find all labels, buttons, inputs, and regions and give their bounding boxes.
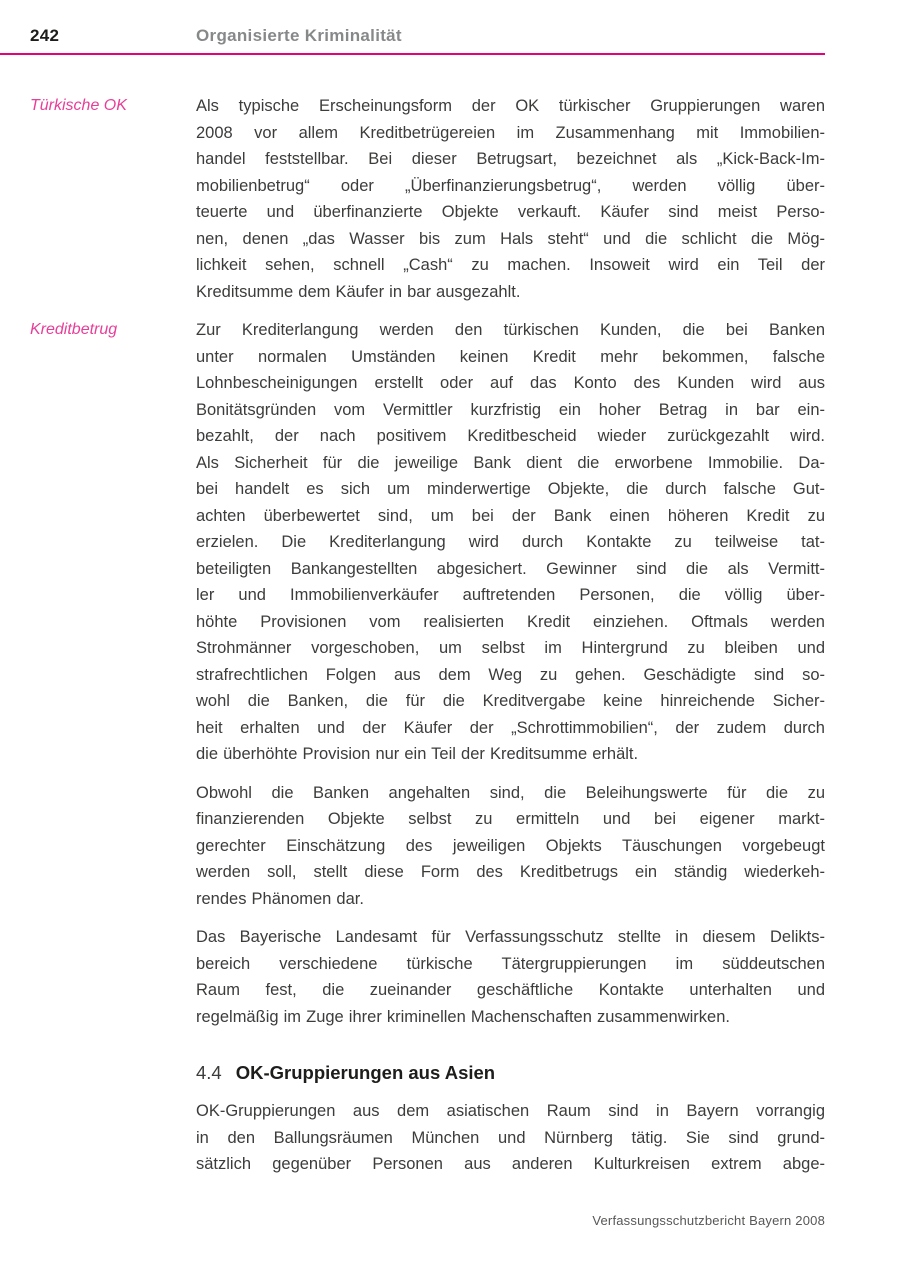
- paragraph-line: ler und Immobilienverkäufer auftretenden Personen, die völlig über-: [196, 586, 825, 604]
- paragraph-line: 2008 vor allem Kreditbetrügereien im Zusammenhang mit Immobilien-: [196, 123, 825, 142]
- margin-label: Türkische OK: [30, 97, 127, 114]
- paragraph-line: OK-Gruppierungen aus dem asiatischen Raum sind in Bayern vorrangig: [196, 1102, 825, 1120]
- paragraph: [196, 1098, 825, 1178]
- paragraph-line: höhte Provisionen vom realisierten Kredit einziehen. Oftmals werden: [196, 612, 825, 631]
- section-heading: [196, 1060, 825, 1086]
- paragraph-line: in den Ballungsräumen München und Nürnberg tätig. Sie sind grund-: [196, 1128, 825, 1147]
- page-footer: [0, 1213, 825, 1228]
- paragraph-line: lichkeit sehen, schnell „Cash“ zu machen. Insoweit wird ein Teil der: [196, 256, 825, 274]
- paragraph-line: bezahlt, der nach positivem Kreditbescheid wieder zurückgezahlt wird.: [196, 427, 825, 445]
- paragraph-line: strafrechtlichen Folgen aus dem Weg zu gehen. Geschädigte sind so-: [196, 665, 825, 684]
- paragraph-line: Strohmänner vorgeschoben, um selbst im Hintergrund zu bleiben und: [196, 639, 825, 657]
- paragraph-line: nen, denen „das Wasser bis zum Hals steht“ und die schlicht die Mög-: [196, 229, 825, 248]
- paragraph: [196, 924, 825, 1030]
- paragraph-line: bei handelt es sich um minderwertige Objekte, die durch falsche Gut-: [196, 480, 825, 498]
- paragraph: [30, 93, 825, 305]
- paragraph-line: Als Sicherheit für die jeweilige Bank dient die erworbene Immobilie. Da-: [196, 453, 825, 472]
- paragraph-line: gerechter Einschätzung des jeweiligen Objekts Täuschungen vorgebeugt: [196, 836, 825, 855]
- running-header-title: Organisierte Kriminalität: [196, 26, 402, 45]
- paragraph-line: wohl die Banken, die für die Kreditvergabe keine hinreichende Sicher-: [196, 692, 825, 710]
- paragraph-line: finanzierenden Objekte selbst zu ermitteln und bei eigener markt-: [196, 810, 825, 828]
- paragraph-line: erzielen. Die Krediterlangung wird durch Kontakte zu teilweise tat-: [196, 533, 825, 551]
- paragraph-line: bereich verschiedene türkische Tätergruppierungen im süddeutschen: [196, 954, 825, 973]
- paragraph-line: Raum fest, die zueinander geschäftliche Kontakte unterhalten und: [196, 981, 825, 999]
- page-header: [0, 26, 825, 55]
- section-heading-title: OK-Gruppierungen aus Asien: [235, 1062, 496, 1083]
- paragraph-line: rendes Phänomen dar.: [196, 889, 364, 908]
- paragraph-line: Als typische Erscheinungsform der OK türkischer Gruppierungen waren: [196, 97, 825, 115]
- paragraph-line: regelmäßig im Zuge ihrer kriminellen Machenschaften zusammenwirken.: [196, 1007, 730, 1026]
- paragraph-line: werden soll, stellt diese Form des Kreditbetrugs ein ständig wiederkeh-: [196, 863, 825, 881]
- paragraph-line: die überhöhte Provision nur ein Teil der Kreditsumme erhält.: [196, 745, 639, 763]
- paragraph-line: beteiligten Bankangestellten abgesichert. Gewinner sind die als Vermitt-: [196, 559, 825, 578]
- paragraph-line: Bonitätsgründen vom Vermittler kurzfristig ein hoher Betrag in bar ein-: [196, 400, 825, 419]
- footer-text: Verfassungsschutzbericht Bayern 2008: [592, 1213, 825, 1228]
- paragraph-line: Kreditsumme dem Käufer in bar ausgezahlt.: [196, 282, 521, 301]
- paragraph-line: Lohnbescheinigungen erstellt oder auf das Konto des Kunden wird aus: [196, 374, 825, 392]
- margin-label: Kreditbetrug: [30, 321, 118, 338]
- paragraph-line: unter normalen Umständen keinen Kredit mehr bekommen, falsche: [196, 347, 825, 366]
- paragraph: [30, 317, 825, 768]
- paragraph-line: sätzlich gegenüber Personen aus anderen Kulturkreisen extrem abge-: [196, 1155, 825, 1173]
- page-number: 242: [30, 26, 60, 45]
- paragraph-line: mobilienbetrug“ oder „Überfinanzierungsbetrug“, werden völlig über-: [196, 176, 825, 195]
- paragraph-line: handel feststellbar. Bei dieser Betrugsart, bezeichnet als „Kick-Back-Im-: [196, 150, 825, 168]
- paragraph-line: Das Bayerische Landesamt für Verfassungsschutz stellte in diesem Delikts-: [196, 928, 825, 946]
- page-body: [30, 93, 825, 1190]
- paragraph-line: heit erhalten und der Käufer der „Schrottimmobilien“, der zudem durch: [196, 718, 825, 737]
- section-heading-number: 4.4: [196, 1062, 222, 1083]
- paragraph-line: Obwohl die Banken angehalten sind, die Beleihungswerte für die zu: [196, 783, 825, 802]
- paragraph-line: teuerte und überfinanzierte Objekte verkauft. Käufer sind meist Perso-: [196, 203, 825, 221]
- paragraph: [196, 780, 825, 913]
- paragraph-line: Zur Krediterlangung werden den türkischen Kunden, die bei Banken: [196, 321, 825, 339]
- paragraph-line: achten überbewertet sind, um bei der Bank einen höheren Kredit zu: [196, 506, 825, 525]
- header-row: [0, 26, 825, 46]
